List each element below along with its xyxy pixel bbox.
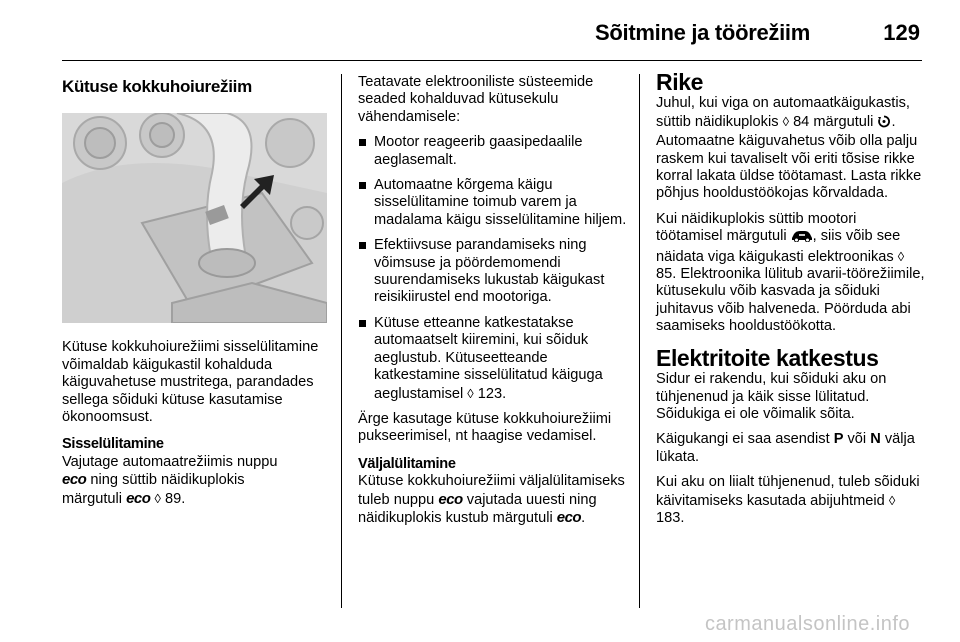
power-paragraph-1: Sidur ei rakendu, kui sõiduki aku on tühjenenud ja käik sisse lülitatud. Sõidukiga ei ole võimalik sõita. — [656, 371, 887, 422]
column-divider-2 — [639, 74, 640, 608]
systems-intro: Teatavate elektrooniliste süsteemide seaded kohalduvad kütusekulu vähendamisele: — [358, 74, 594, 125]
towing-warning: Ärge kasutage kütuse kokkuhoiurežiimi pukseerimisel, nt haagise vedamisel. — [358, 410, 612, 445]
subheading-activation: Sisselülitamine — [62, 436, 164, 453]
page-reference[interactable]: 84 — [793, 113, 810, 130]
ref-arrow-icon: ◊ — [897, 248, 905, 264]
column-2 — [358, 74, 628, 535]
ref-arrow-icon: ◊ — [888, 492, 896, 508]
ref-arrow-icon: ◊ — [467, 385, 474, 401]
gear-position-n: N — [870, 431, 881, 448]
bullet-square-icon — [359, 242, 366, 249]
list-item: Mootor reageerib gaasipedaalile aeglasemalt. — [358, 134, 628, 169]
fault-paragraph-1: Juhul, kui viga on automaatkäigukastis, süttib näidikuplokis ◊ 84 märgutuli . Automaatne käiguvahetus võib olla palju raskem kui tavaliselt või eriti tõsise rikke korral lakata üldse töötamast. Lasta rikke põhjus hooldustöökojas kõrvaldada. — [656, 95, 922, 202]
column-3 — [656, 69, 926, 535]
page-reference[interactable]: 183. — [656, 509, 685, 526]
deactivation-text: Kütuse kokkuhoiurežiimi väljalülitamiseks tuleb nuppu eco vajutada uuesti ning näidikuplokis kustub märgutuli eco. — [358, 473, 625, 526]
eco-button-icon: eco — [62, 471, 87, 489]
column-1 — [62, 74, 327, 516]
page-header — [0, 0, 960, 60]
bullet-square-icon — [359, 320, 366, 327]
gear-warning-icon — [877, 115, 891, 133]
eco-indicator-icon: eco — [556, 508, 582, 526]
page-reference[interactable]: 123. — [477, 385, 507, 402]
activation-text: Vajutage automaatrežiimis nuppu eco ning süttib näidikuplokis märgutuli eco ◊ 89. — [62, 453, 278, 507]
gear-selector-drawing — [62, 113, 327, 323]
effects-list — [358, 134, 628, 403]
section-heading-fault: Rike — [656, 69, 703, 95]
ref-arrow-icon: ◊ — [154, 490, 161, 506]
section-heading-power-loss: Elektritoite katkestus — [656, 344, 879, 371]
column-divider-1 — [341, 74, 342, 608]
section-heading-fuel-saving: Kütuse kokkuhoiurežiim — [62, 77, 252, 96]
chapter-title: Sõitmine ja töörežiim — [595, 20, 810, 45]
list-item: Automaatne kõrgema käigu sisselülitamine toimub varem ja madalama käigu sisselülitamine hiljem. — [358, 177, 628, 229]
gear-position-p: P — [833, 431, 844, 448]
car-wrench-icon — [791, 229, 813, 247]
gear-selector-illustration — [62, 113, 327, 323]
page-reference[interactable]: 85. — [656, 266, 677, 283]
subheading-deactivation: Väljalülitamine — [358, 455, 456, 472]
fuel-saving-intro: Kütuse kokkuhoiurežiimi sisselülitamine võimaldab käigukastil kohalduda käiguvahetuse mustritega, parandades sellega sõiduki kütuse kasutamise ökonoomsust. — [62, 339, 319, 426]
eco-indicator-icon: eco — [126, 489, 151, 507]
header-rule — [62, 60, 922, 61]
watermark: carmanualsonline.info — [704, 613, 910, 635]
power-paragraph-3: Kui aku on liialt tühjenenud, tuleb sõiduki käivitamiseks kasutada abijuhtmeid ◊ 183. — [656, 474, 920, 526]
bullet-square-icon — [359, 182, 366, 189]
ref-arrow-icon: ◊ — [782, 113, 789, 129]
eco-button-icon: eco — [438, 490, 463, 508]
list-item: Kütuse etteanne katkestatakse automaatselt kiiremini, kui sõiduk aeglustub. Kütuseetteande katkestamine sisselülitatud käiguga aeglustamisel ◊ 123. — [358, 315, 628, 403]
page-number: 129 — [883, 20, 920, 45]
list-item: Efektiivsuse parandamiseks ning võimsuse ja pöördemomendi suurendamiseks lukustab käigukast reisikiirustel end mootoriga. — [358, 237, 628, 307]
power-paragraph-2: Käigukangi ei saa asendist P või N välja lükata. — [656, 431, 915, 465]
fault-paragraph-2: Kui näidikuplokis süttib mootori töötamisel märgutuli , siis võib see näidata viga käigukasti elektroonikas ◊ 85. Elektroonika lülitub avarii-töörežiimile, kütusekulu võib kasvada ja sõiduki juhitavus võib halveneda. Pöörduda abi saamiseks hooldustöökotta. — [656, 210, 925, 335]
page-reference[interactable]: 89. — [165, 490, 186, 507]
bullet-square-icon — [359, 139, 366, 146]
